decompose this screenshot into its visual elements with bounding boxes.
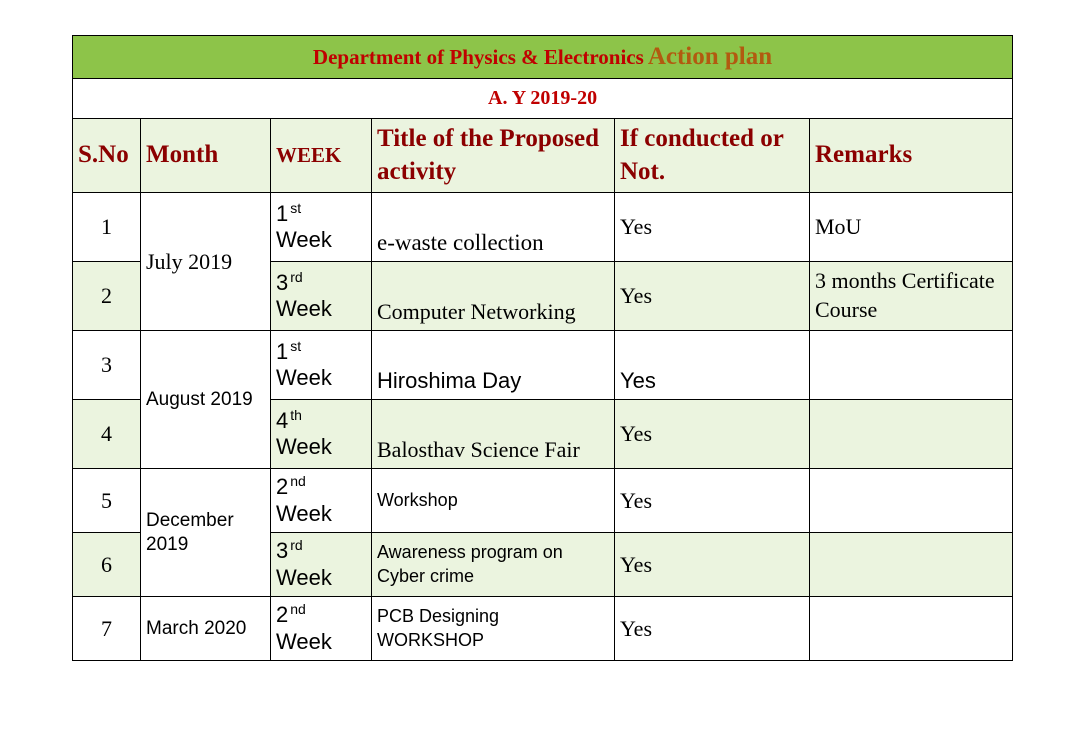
week-number: 3 (276, 269, 289, 295)
cell-activity-title: PCB Designing WORKSHOP (372, 597, 615, 661)
title-row (73, 36, 1013, 79)
cell-month: December 2019 (141, 469, 271, 597)
cell-remarks (810, 331, 1013, 400)
document-title (73, 36, 1013, 79)
cell-sno: 4 (73, 400, 141, 469)
week-number: 2 (276, 474, 289, 500)
week-word: Week (276, 628, 332, 654)
cell-conducted: Yes (615, 400, 810, 469)
week-suffix: st (290, 199, 302, 216)
week-suffix: nd (290, 601, 306, 618)
cell-remarks: MoU (810, 193, 1013, 262)
week-number: 1 (276, 338, 289, 364)
table-row (73, 331, 1013, 400)
col-header-title: Title of the Proposed activity (372, 119, 615, 193)
table-row (73, 193, 1013, 262)
cell-remarks (810, 400, 1013, 469)
week-number: 3 (276, 538, 289, 564)
table-row (73, 469, 1013, 533)
cell-remarks: 3 months Certificate Course (810, 262, 1013, 331)
cell-month: July 2019 (141, 193, 271, 331)
cell-activity-title: e-waste collection (372, 193, 615, 262)
cell-week (271, 533, 372, 597)
week-suffix: st (290, 337, 302, 354)
action-plan-table (72, 35, 1013, 661)
week-word: Week (276, 434, 332, 459)
week-suffix: nd (290, 473, 306, 490)
col-header-sno: S.No (73, 119, 141, 193)
cell-conducted: Yes (615, 469, 810, 533)
cell-activity-title: Balosthav Science Fair (372, 400, 615, 469)
table-row (73, 597, 1013, 661)
cell-conducted: Yes (615, 193, 810, 262)
col-header-remarks: Remarks (810, 119, 1013, 193)
week-suffix: rd (290, 268, 303, 285)
cell-activity-title: Workshop (372, 469, 615, 533)
cell-conducted: Yes (615, 262, 810, 331)
title-department: Department of Physics & Electronics (312, 45, 644, 69)
cell-conducted: Yes (615, 331, 810, 400)
week-number: 4 (276, 407, 289, 433)
cell-sno: 5 (73, 469, 141, 533)
week-number: 1 (276, 200, 289, 226)
cell-activity-title: Hiroshima Day (372, 331, 615, 400)
cell-sno: 7 (73, 597, 141, 661)
cell-week (271, 400, 372, 469)
cell-month: August 2019 (141, 331, 271, 469)
column-header-row (73, 119, 1013, 193)
cell-sno: 1 (73, 193, 141, 262)
cell-remarks (810, 533, 1013, 597)
title-action-plan: Action plan (647, 43, 773, 70)
cell-conducted: Yes (615, 597, 810, 661)
academic-year-row (73, 79, 1013, 119)
cell-conducted: Yes (615, 533, 810, 597)
col-header-conducted: If conducted or Not. (615, 119, 810, 193)
cell-week (271, 597, 372, 661)
cell-week (271, 469, 372, 533)
cell-month: March 2020 (141, 597, 271, 661)
week-word: Week (276, 365, 332, 390)
cell-activity-title: Awareness program on Cyber crime (372, 533, 615, 597)
cell-activity-title: Computer Networking (372, 262, 615, 331)
col-header-week: WEEK (271, 119, 372, 193)
action-plan-document (72, 35, 1012, 654)
cell-remarks (810, 597, 1013, 661)
week-suffix: th (290, 406, 302, 423)
week-word: Week (276, 227, 332, 252)
cell-week (271, 331, 372, 400)
cell-sno: 2 (73, 262, 141, 331)
week-suffix: rd (290, 537, 303, 554)
cell-sno: 6 (73, 533, 141, 597)
week-word: Week (276, 564, 332, 590)
week-word: Week (276, 500, 332, 526)
cell-week (271, 262, 372, 331)
cell-remarks (810, 469, 1013, 533)
cell-sno: 3 (73, 331, 141, 400)
cell-week (271, 193, 372, 262)
academic-year: A. Y 2019-20 (73, 79, 1013, 119)
week-word: Week (276, 296, 332, 321)
week-number: 2 (276, 602, 289, 628)
col-header-month: Month (141, 119, 271, 193)
